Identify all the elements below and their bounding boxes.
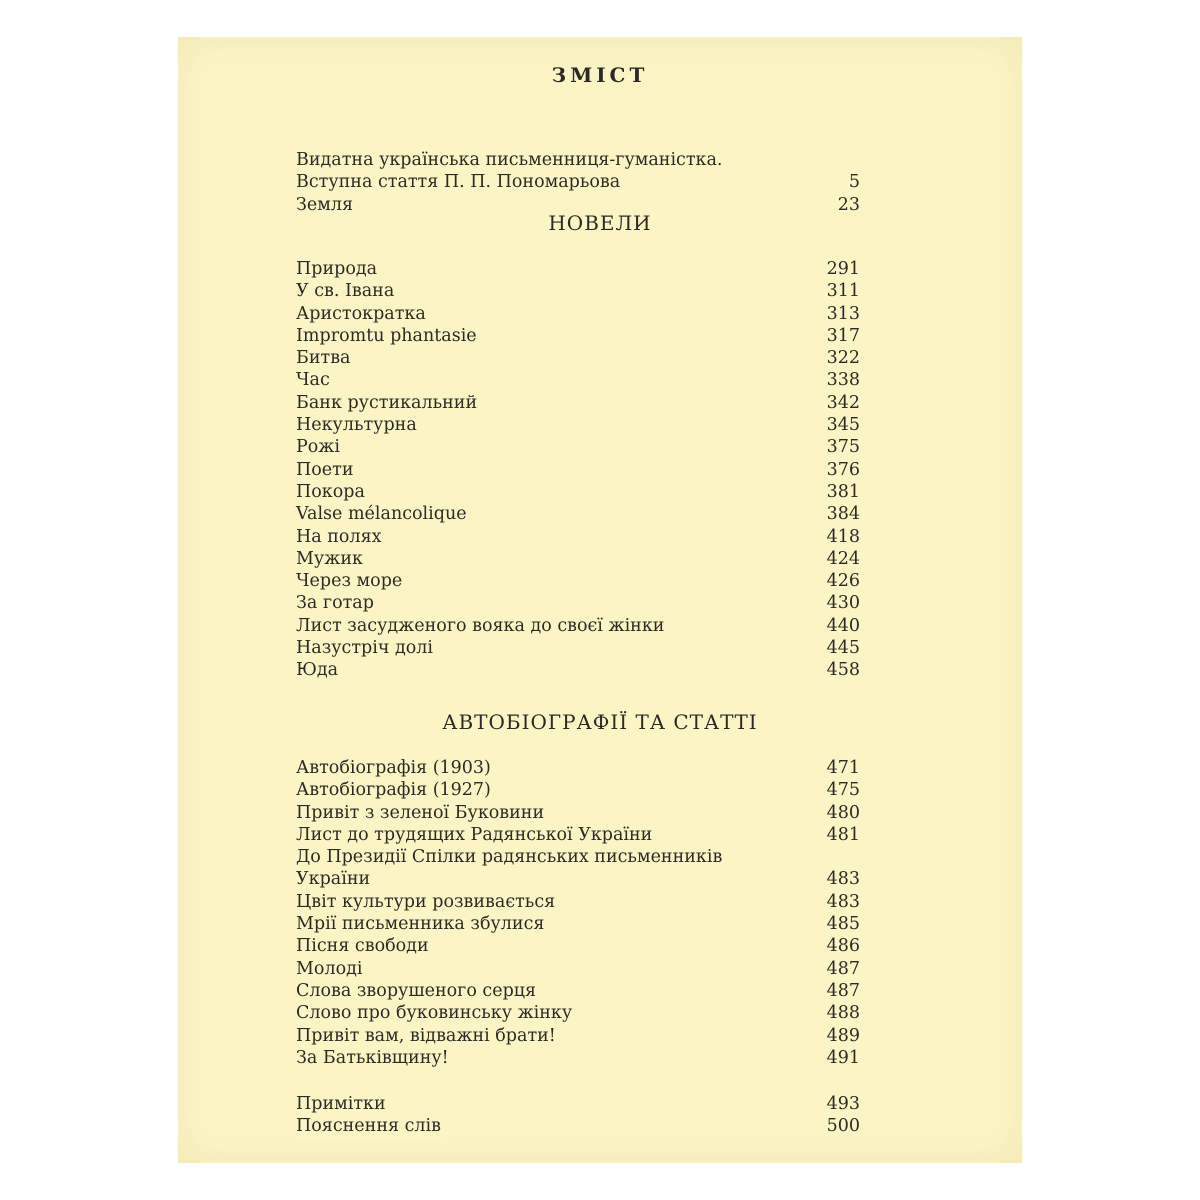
toc-entry [296,570,860,592]
toc-entry-title: Поети [296,459,358,481]
toc-entry-title: Привіт з зеленої Буковини [296,802,548,824]
toc-entry-page: 430 [826,593,860,614]
toc-entry [296,935,860,957]
toc-entry-page: 418 [826,526,860,547]
toc-entry-page: 488 [826,1003,860,1024]
toc-entry [296,757,860,779]
toc-entry-title: Лист до трудящих Радянської України [296,824,656,846]
presidium-line-text: До Президії Спілки радянських письменників [296,847,723,868]
novels-list [296,258,860,682]
toc-entry [296,802,860,824]
toc-entry-title: Битва [296,347,355,369]
toc-entry-page: 291 [826,259,860,279]
toc-entry-page: 486 [826,936,860,957]
toc-entry-title: Пісня свободи [296,935,433,957]
toc-entry [296,280,860,302]
toc-entry [296,171,860,193]
toc-entry-title: Привіт вам, відважні брати! [296,1025,560,1047]
toc-entry-page: 471 [826,758,860,778]
toc-entry-page: 311 [826,281,860,302]
toc-entry [296,637,860,659]
intro-line-text: Видатна українська письменниця-гуманістка. [296,150,723,170]
section-heading-novels: НОВЕЛИ [548,211,652,235]
toc-entry-title: Вступна стаття П. П. Пономарьова [296,171,624,193]
toc-entry-title: Юда [296,659,342,681]
toc-entry-title: За готар [296,592,378,614]
toc-entry-title: Автобіографія (1903) [296,757,495,779]
toc-entry [296,459,860,481]
toc-entry-title: Час [296,369,334,391]
toc-entry-page: 345 [826,415,860,436]
toc-entry-title: У св. Івана [296,280,398,302]
toc-entry [296,1025,860,1047]
toc-entry-page: 440 [826,615,860,636]
toc-entry-page: 483 [826,891,860,912]
section-heading-articles: АВТОБІОГРАФІЇ ТА СТАТТІ [442,710,758,734]
toc-entry-title: Valse mélancolique [296,503,471,525]
toc-entry [296,392,860,414]
toc-entry-page: 487 [826,958,860,979]
toc-entry [296,481,860,503]
toc-entry-title: За Батьківщину! [296,1047,453,1069]
toc-entry [296,258,860,280]
toc-entry-page: 500 [826,1116,860,1137]
intro-line [296,149,860,171]
toc-entry-title: Автобіографія (1927) [296,779,495,801]
toc-entry [296,1047,860,1069]
articles-list-part1 [296,757,860,846]
toc-entry-title: Примітки [296,1093,390,1115]
toc-entry-page: 322 [826,348,860,369]
toc-entry [296,369,860,391]
toc-entry [296,615,860,637]
toc-entry-page: 485 [826,914,860,935]
toc-entry-page: 5 [848,172,860,193]
toc-entry-page: 23 [837,194,860,215]
toc-entry-title: Через море [296,570,406,592]
toc-entry-title: Природа [296,258,381,280]
toc-entry-title: Цвіт культури розвивається [296,891,559,913]
articles-list [296,757,860,1069]
toc-entry-title: України [296,868,374,890]
toc-entry-page: 384 [826,504,860,525]
toc-entry [296,1115,860,1137]
presidium-line [296,846,860,868]
intro-section [296,149,860,216]
page-title: ЗМІСТ [551,63,649,87]
toc-entry-title: Мрії письменника збулися [296,913,548,935]
toc-entry-page: 445 [826,638,860,659]
toc-entry-page: 424 [826,548,860,569]
toc-entry-title: Лист засудженого вояка до своєї жінки [296,615,668,637]
toc-entry-page: 313 [826,303,860,324]
toc-entry-title: Назустріч долі [296,637,437,659]
toc-entry [296,779,860,801]
toc-entry [296,347,860,369]
toc-entry-title: Земля [296,194,357,216]
toc-entry-page: 342 [826,392,860,413]
appendix-list [296,1093,860,1138]
toc-entry-title: Слова зворушеного серця [296,980,540,1002]
toc-entry-page: 458 [826,660,860,681]
articles-list-part2 [296,868,860,1069]
toc-entry-page: 493 [826,1094,860,1114]
toc-entry-page: 317 [826,325,860,346]
toc-entry [296,913,860,935]
toc-entry-title: Пояснення слів [296,1115,445,1137]
toc-entry-title: Слово про буковинську жінку [296,1002,576,1024]
toc-entry-page: 426 [826,571,860,592]
toc-entry-title: На полях [296,526,385,548]
toc-entry [296,958,860,980]
toc-entry [296,659,860,681]
toc-entry-title: Impromtu phantasie [296,325,481,347]
toc-entry [296,891,860,913]
toc-entry-page: 483 [826,869,860,890]
toc-entry-page: 376 [826,459,860,480]
toc-entry-page: 381 [826,481,860,502]
toc-entry [296,526,860,548]
toc-entry-title: Аристократка [296,303,430,325]
toc-entry-title: Банк рустикальний [296,392,481,414]
toc-entry [296,868,860,890]
toc-entry-title: Рожі [296,436,344,458]
toc-entry-title: Некультурна [296,414,421,436]
toc-entry-page: 475 [826,780,860,801]
toc-entry [296,303,860,325]
toc-entry [296,592,860,614]
toc-entry-page: 489 [826,1025,860,1046]
toc-entry [296,824,860,846]
toc-entry-page: 481 [826,824,860,845]
toc-entry [296,436,860,458]
toc-entry [296,414,860,436]
toc-entry [296,1002,860,1024]
toc-entry [296,503,860,525]
toc-entry-page: 487 [826,980,860,1001]
toc-entry [296,1093,860,1115]
toc-entry-page: 480 [826,802,860,823]
book-page [178,37,1022,1163]
toc-entry [296,325,860,347]
toc-entry-title: Молоді [296,958,366,980]
toc-entry-page: 338 [826,370,860,391]
toc-entry [296,548,860,570]
toc-entry-page: 375 [826,437,860,458]
toc-entry-page: 491 [826,1047,860,1068]
toc-entry-title: Мужик [296,548,367,570]
toc-entry-title: Покора [296,481,369,503]
toc-entry [296,980,860,1002]
